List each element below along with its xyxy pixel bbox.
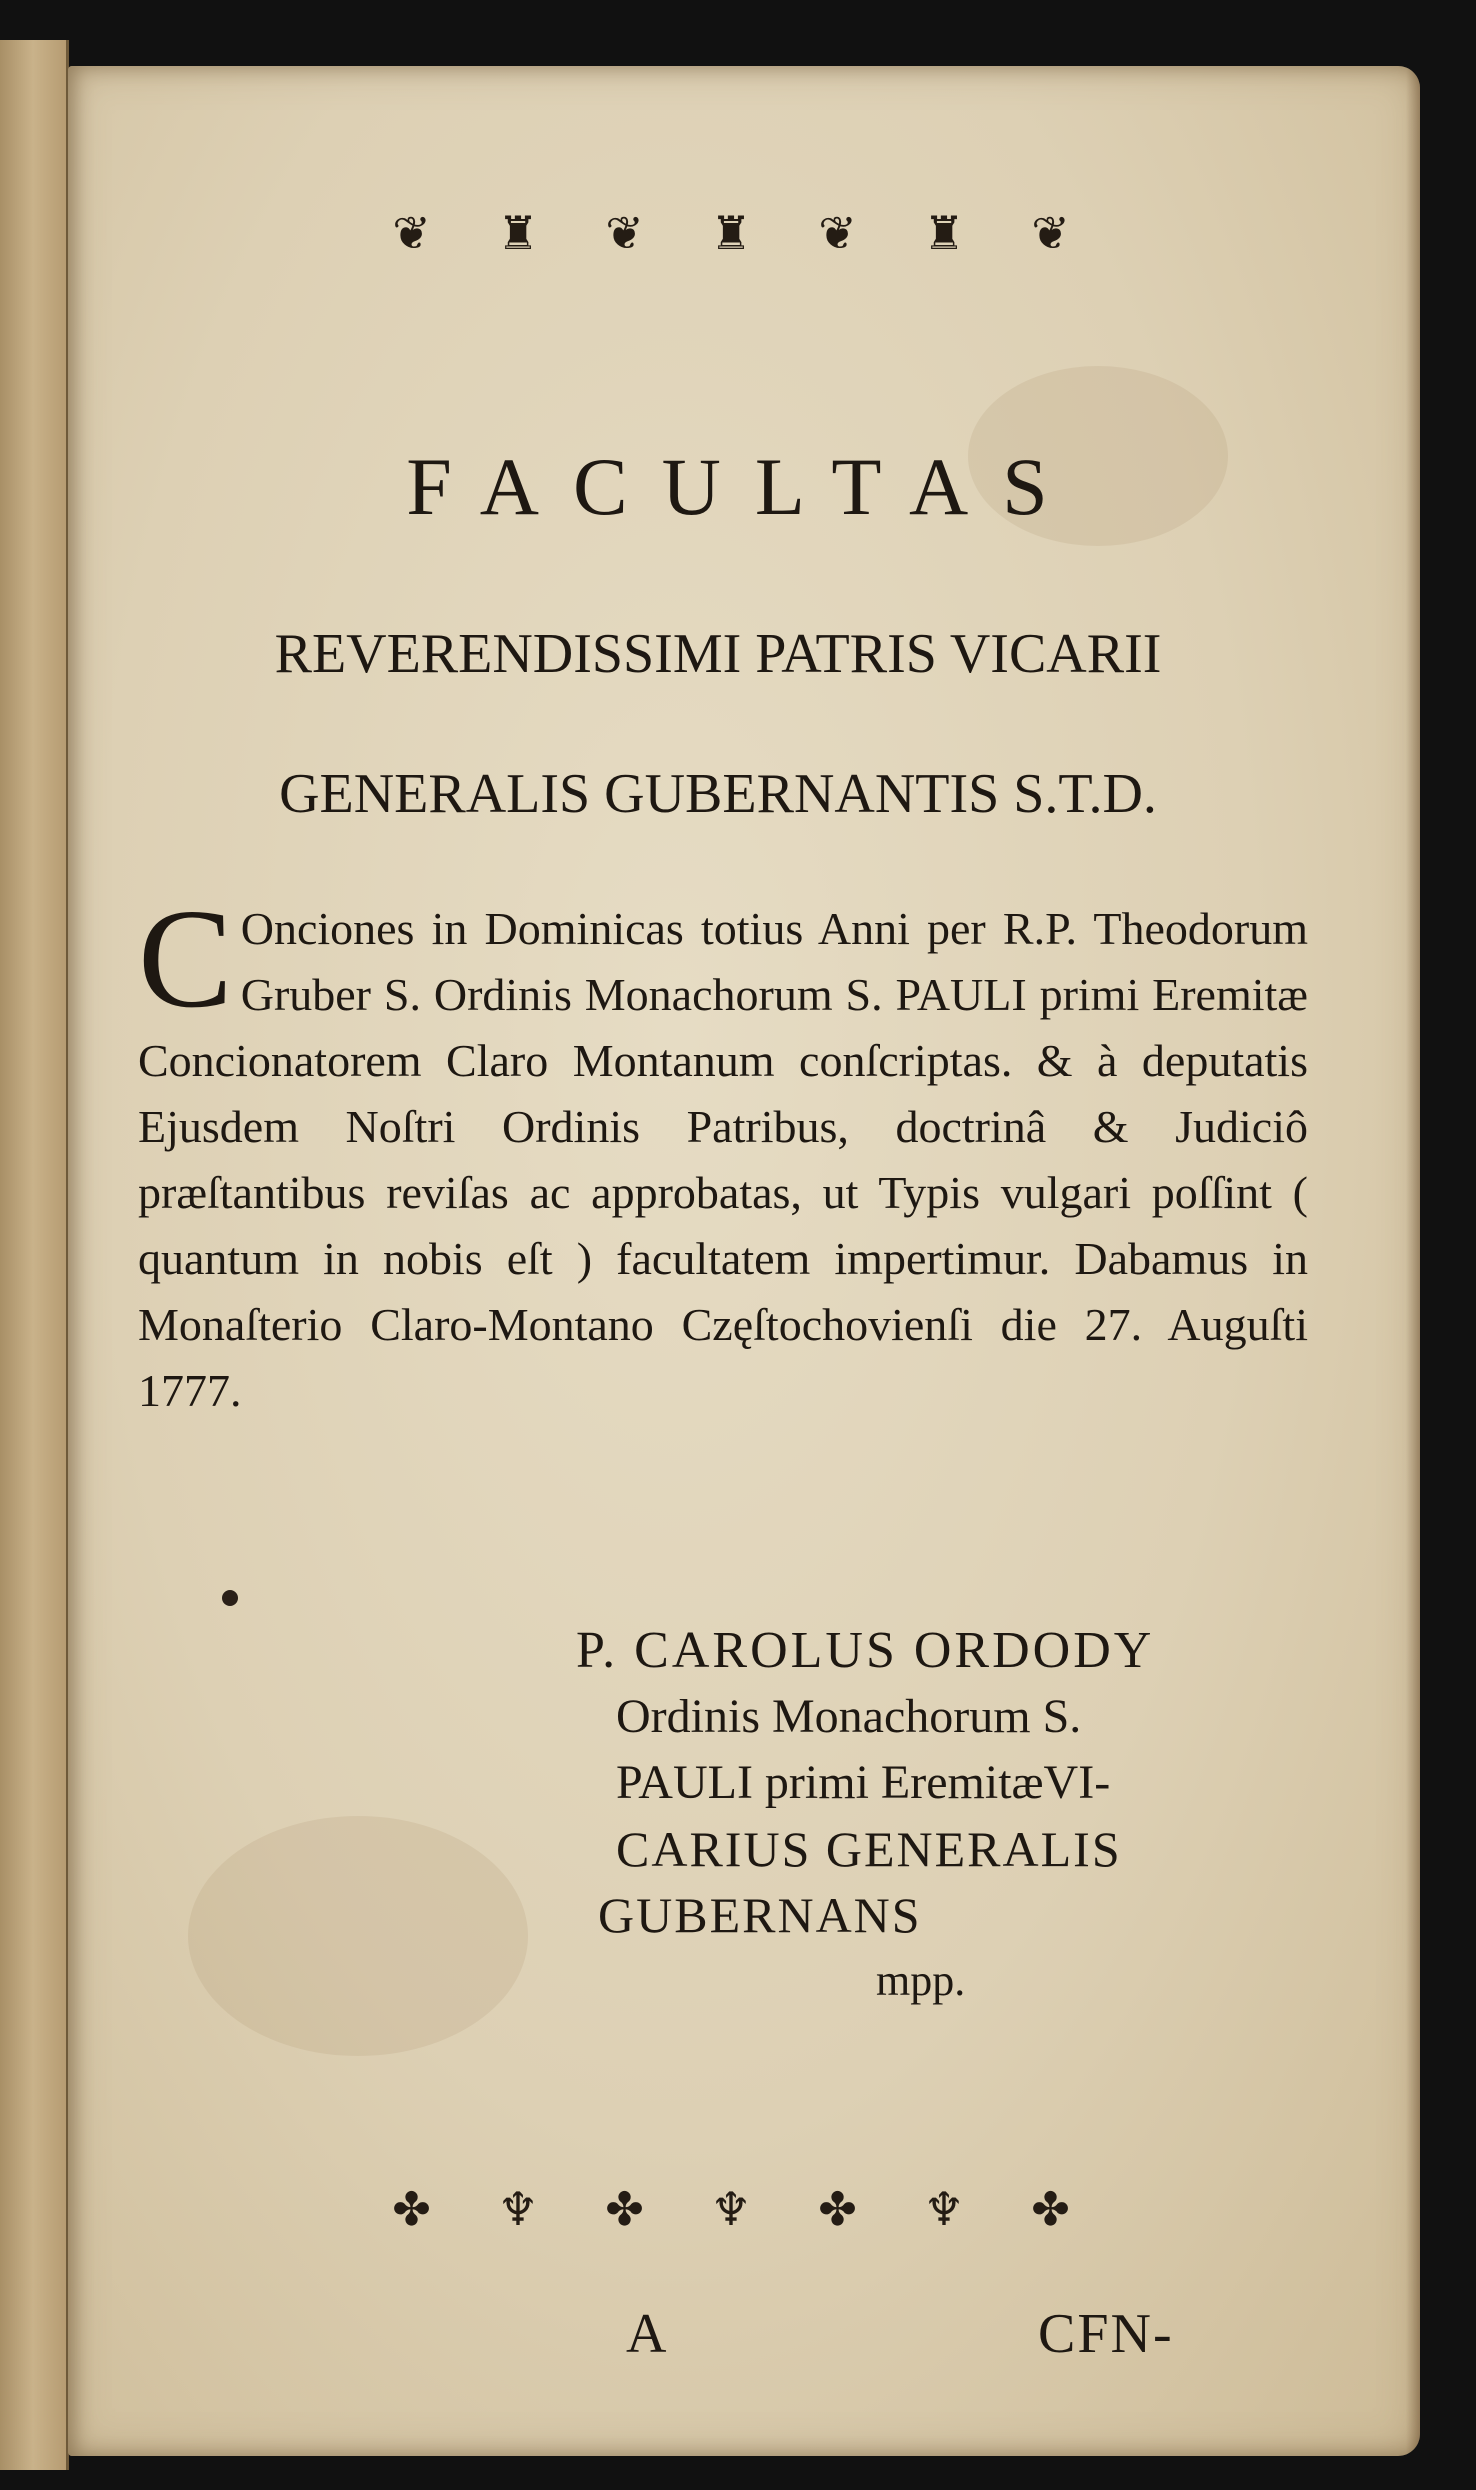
signature-line-5: GUBERNANS: [598, 1887, 922, 1943]
signature-name: P. CAROLUS ORDODY: [576, 1622, 1155, 1679]
signature-line-6: mpp.: [876, 1956, 966, 2005]
subtitle-line-1: REVERENDISSIMI PATRIS VICARII: [274, 623, 1162, 685]
page-title: FACULTAS: [406, 441, 1082, 532]
signature-line-3: PAULI primi EremitæVI-: [616, 1756, 1111, 1809]
subtitle-line-2: GENERALIS GUBERNANTIS S.T.D.: [279, 763, 1157, 825]
page-right-edge: [1406, 66, 1420, 2456]
paper-stain: [188, 1816, 528, 2056]
book-page: [68, 66, 1420, 2456]
top-ornament-row: ❦ ♜ ❦ ♜ ❦ ♜ ❦: [392, 206, 1096, 260]
catchword: CFN-: [1038, 2303, 1174, 2365]
body-text: Onciones in Dominicas totius Anni per R.P. Theodorum Gruber S. Ordinis Monachorum S. PAULI primi Eremitæ Concionatorem Claro Montanum conſcriptas. & à deputatis Ejusdem Noſtri Ordinis Patribus, doctrinâ & Judiciô præſtantibus reviſas ac approbatas, ut Typis vulgari poſſint ( quantum in nobis eſt ) facultatem impertimur. Dabamus in Monaſterio Claro-Montano Częſtochovienſi die 27. Auguſti 1777.: [138, 903, 1308, 1416]
body-paragraph: [138, 879, 1308, 1424]
bottom-ornament-row: ✤ ♆ ✤ ♆ ✤ ♆ ✤: [392, 2182, 1096, 2236]
signature-block: [576, 1618, 1336, 2014]
signature-mark: A: [626, 2303, 667, 2365]
facing-page-edge: [0, 40, 69, 2470]
signature-line-4: CARIUS GENERALIS: [616, 1821, 1122, 1877]
ink-dot: [222, 1590, 238, 1606]
drop-cap: C: [138, 879, 233, 1037]
signature-line-2: Ordinis Monachorum S.: [616, 1690, 1082, 1743]
